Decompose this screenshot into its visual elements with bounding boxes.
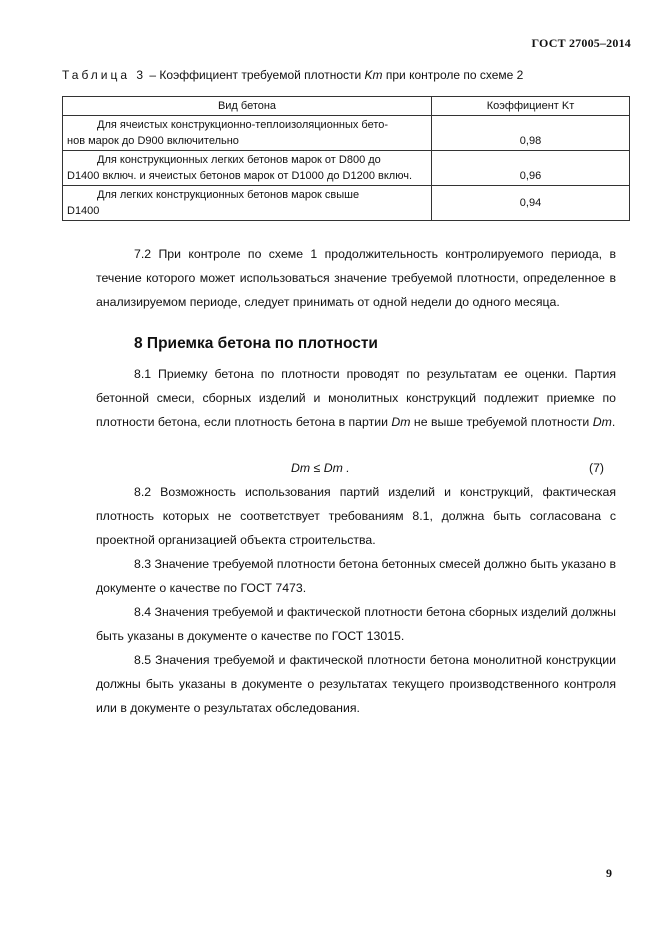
paragraphs-8-2-to-8-5 [96,480,616,720]
concrete-type-line: Для ячеистых конструкционно-теплоизоляционных бето- [97,119,389,131]
paragraph-8-1-block [96,362,616,434]
paragraph-7-2: 7.2 При контроле по схеме 1 продолжительность контролируемого периода, в течение которого может использоваться значение требуемой плотности, определенное в анализируемом периоде, следует принимать от одной недели до одного месяца. [96,247,616,309]
table-caption-text-end: при контроле по схеме 2 [382,68,524,82]
coefficient-cell: 0,98 [432,116,630,151]
table-caption-label: Таблица 3 [62,68,147,82]
concrete-type-cell [63,116,432,151]
column-header-coefficient: Коэффициент Kт [432,97,630,116]
concrete-type-cell [63,151,432,186]
table-caption [62,68,523,82]
page-number: 9 [606,866,612,880]
table-caption-text: – Коэффициент требуемой плотности [146,68,365,82]
concrete-type-line: D1400 включ. и ячеистых бетонов марок от D1000 до D1200 включ. [67,170,413,182]
paragraph-8-5: 8.5 Значения требуемой и фактической плотности бетона монолитной конструкции должны быть указаны в документе о результатах текущего производственного контроля или в документе о результатах обследования. [96,653,616,715]
column-header-concrete-type: Вид бетона [63,97,432,116]
concrete-type-cell [63,186,432,221]
section-8-title: 8 Приемка бетона по плотности [134,335,378,352]
concrete-type-line: Для конструкционных легких бетонов марок от D800 до [97,154,381,166]
paragraph-8-2: 8.2 Возможность использования партий изделий и конструкций, фактическая плотность которых не соответствует требованиям 8.1, должна быть согласована с проектной организацией объекта строительства. [96,485,616,547]
paragraph-8-1 [96,362,616,434]
table-row [63,116,630,151]
paragraph-7-2-block [96,242,616,314]
table-row [63,186,630,221]
formula-number: (7) [588,461,604,475]
document-header: ГОСТ 27005–2014 [531,36,631,50]
concrete-type-line: D1400 [67,205,100,217]
formula-7 [96,456,616,480]
formula-expression: Dm ≤ Dт . [291,461,350,475]
paragraph-8-1-text: не выше требуемой плотности [410,415,593,429]
coefficient-cell: 0,96 [432,151,630,186]
coefficient-table [62,96,630,221]
concrete-type-line: Для легких конструкционных бетонов марок свыше [97,189,360,201]
table-header-row [63,97,630,116]
table-row [63,151,630,186]
paragraph-8-3: 8.3 Значение требуемой плотности бетона бетонных смесей должно быть указано в документе о качестве по ГОСТ 7473. [96,557,616,595]
coefficient-cell: 0,94 [432,186,630,221]
paragraph-8-4: 8.4 Значения требуемой и фактической плотности бетона сборных изделий должны быть указаны в документе о качестве по ГОСТ 13015. [96,605,616,643]
symbol-dm: Dm [391,415,411,429]
symbol-dt: Dт [592,415,612,429]
paragraph-8-1-text: 8.1 Приемку бетона по плотности проводят по результатам ее оценки. Партия бетонной смеси, сборных изделий и монолитных конструкций подлежит приемке по плотности бетона, если плотность бетона в партии [96,367,616,429]
table-caption-symbol: Kт [364,68,383,82]
paragraph-8-1-text: . [611,415,616,429]
concrete-type-line: нов марок до D900 включительно [67,135,239,147]
